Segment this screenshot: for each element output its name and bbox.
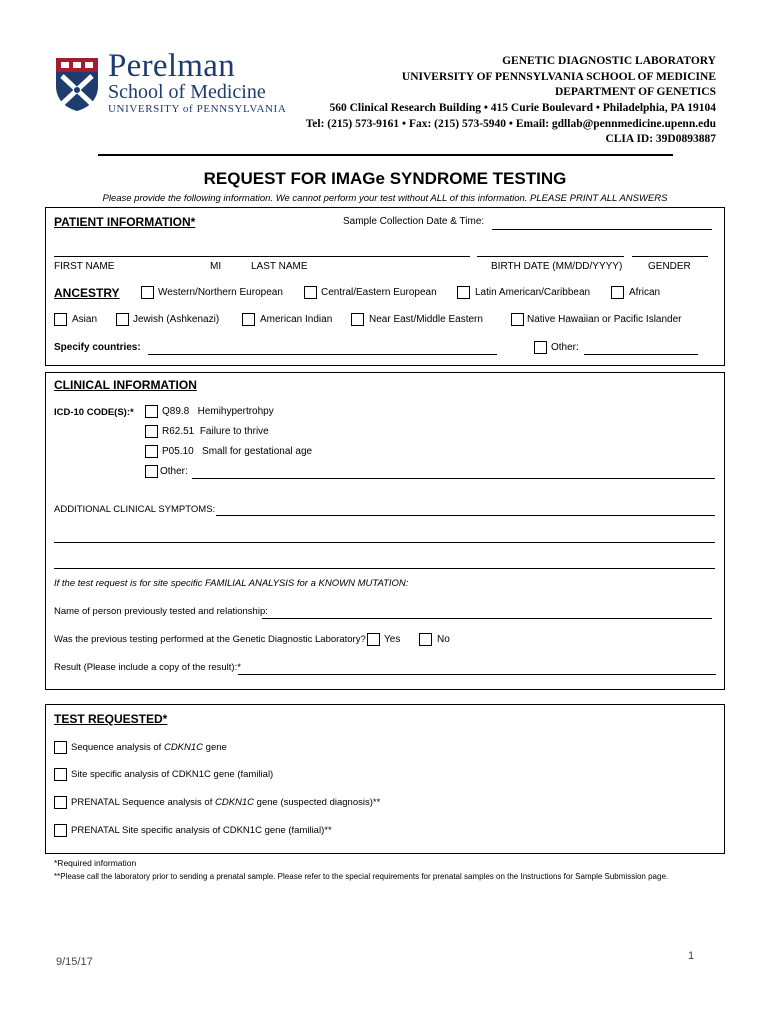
test-checkbox-prenatal-sequence[interactable] [54, 796, 67, 809]
ancestry-label: Central/Eastern European [321, 287, 437, 298]
specify-countries-field[interactable] [148, 354, 497, 355]
result-field[interactable] [238, 674, 716, 675]
ancestry-label: Asian [72, 314, 98, 325]
test-text: gene [203, 742, 227, 753]
result-label: Result (Please include a copy of the result):* [54, 662, 241, 673]
icd-code: Q89.8 [162, 406, 190, 417]
test-text: PRENATAL Site specific analysis of CDKN1C gene (familial)** [71, 825, 332, 836]
ancestry-label: American Indian [260, 314, 333, 325]
ancestry-checkbox-american-indian[interactable] [242, 313, 255, 326]
birth-date-field[interactable] [477, 256, 624, 257]
header-department: DEPARTMENT OF GENETICS [554, 86, 716, 98]
icd-desc: Failure to thrive [199, 426, 269, 437]
specify-countries-label: Specify countries: [54, 342, 141, 353]
icd-desc: Hemihypertrohpy [197, 406, 274, 417]
test-option-site-specific [71, 769, 273, 780]
gene-name: CDKN1C [214, 797, 255, 808]
test-option-prenatal-site-specific [71, 825, 332, 836]
ancestry-checkbox-near-east[interactable] [351, 313, 364, 326]
logo-school: School of Medicine [108, 81, 266, 103]
ancestry-label: Jewish (Ashkenazi) [133, 314, 220, 325]
gender-label: GENDER [648, 261, 691, 272]
icd-code-item [162, 406, 274, 417]
test-text: Sequence analysis of [71, 742, 164, 753]
ancestry-other-field[interactable] [584, 354, 698, 355]
mi-label: MI [210, 261, 222, 272]
additional-symptoms-field-2[interactable] [54, 542, 715, 543]
page-number: 1 [688, 950, 695, 962]
test-text: Site specific analysis of CDKN1C gene (familial) [71, 769, 274, 780]
patient-name-field[interactable] [54, 256, 470, 257]
previous-testing-no-checkbox[interactable] [419, 633, 432, 646]
additional-symptoms-field[interactable] [216, 515, 715, 516]
gene-name: CDKN1C [163, 742, 204, 753]
previous-testing-question: Was the previous testing performed at the Genetic Diagnostic Laboratory? [54, 634, 366, 645]
logo-university: UNIVERSITY of PENNSYLVANIA [108, 103, 287, 115]
icd-code-item [162, 446, 312, 457]
birth-date-label: BIRTH DATE (MM/DD/YYYY) [491, 261, 623, 272]
ancestry-label: Near East/Middle Eastern [369, 314, 483, 325]
test-option-prenatal-sequence [71, 797, 380, 808]
test-option-sequence [71, 742, 227, 753]
previous-testing-no-label: No [437, 634, 450, 645]
penn-shield-logo [54, 56, 100, 112]
test-text: PRENATAL Sequence analysis of [71, 797, 215, 808]
ancestry-label: Latin American/Caribbean [475, 287, 591, 298]
test-checkbox-sequence[interactable] [54, 741, 67, 754]
header-lab: GENETIC DIAGNOSTIC LABORATORY [502, 55, 716, 67]
footer-date: 9/15/17 [56, 956, 93, 968]
icd-codes-label: ICD-10 CODE(S):* [54, 407, 134, 418]
additional-symptoms-field-3[interactable] [54, 568, 715, 569]
clinical-info-heading: CLINICAL INFORMATION [54, 378, 197, 392]
last-name-label: LAST NAME [251, 261, 308, 272]
ancestry-checkbox-western-european[interactable] [141, 286, 154, 299]
sample-collection-label: Sample Collection Date & Time: [343, 216, 485, 227]
familial-analysis-note: If the test request is for site specific FAMILIAL ANALYSIS for a KNOWN MUTATION: [54, 578, 409, 589]
ancestry-label: Western/Northern European [158, 287, 283, 298]
ancestry-label: Native Hawaiian or Pacific Islander [527, 314, 682, 325]
sample-collection-field[interactable] [492, 229, 712, 230]
footnote-prenatal: **Please call the laboratory prior to sending a prenatal sample. Please refer to the special requirements for prenatal samples on the Instructions for Sample Submission page. [54, 872, 669, 881]
icd-checkbox-r6251[interactable] [145, 425, 158, 438]
icd-code-item [162, 426, 269, 437]
previous-testing-yes-checkbox[interactable] [367, 633, 380, 646]
ancestry-other-checkbox[interactable] [534, 341, 547, 354]
icd-code: R62.51 [162, 426, 195, 437]
ancestry-checkbox-asian[interactable] [54, 313, 67, 326]
icd-other-field[interactable] [192, 478, 715, 479]
icd-checkbox-p0510[interactable] [145, 445, 158, 458]
form-title: REQUEST FOR IMAGe SYNDROME TESTING [203, 169, 567, 188]
icd-code: P05.10 [162, 446, 194, 457]
icd-other-checkbox[interactable] [145, 465, 158, 478]
header-clia: CLIA ID: 39D0893887 [605, 133, 716, 145]
previous-tested-field[interactable] [262, 618, 712, 619]
ancestry-checkbox-latin-american[interactable] [457, 286, 470, 299]
header-university: UNIVERSITY OF PENNSYLVANIA SCHOOL OF MEDICINE [401, 71, 716, 83]
ancestry-other-label: Other: [551, 342, 579, 353]
ancestry-checkbox-native-hawaiian[interactable] [511, 313, 524, 326]
icd-checkbox-q898[interactable] [145, 405, 158, 418]
test-text: gene (suspected diagnosis)** [254, 797, 381, 808]
patient-info-heading: PATIENT INFORMATION* [54, 215, 196, 229]
form-subtitle: Please provide the following information. We cannot perform your test without ALL of this information. PLEASE PRINT ALL ANSWERS [102, 193, 668, 204]
test-checkbox-prenatal-site-specific[interactable] [54, 824, 67, 837]
ancestry-heading: ANCESTRY [54, 286, 120, 300]
footnote-required: *Required information [54, 858, 137, 868]
test-checkbox-site-specific[interactable] [54, 768, 67, 781]
header-divider [98, 154, 673, 156]
ancestry-checkbox-jewish[interactable] [116, 313, 129, 326]
gender-field[interactable] [632, 256, 708, 257]
header-address: 560 Clinical Research Building • 415 Curie Boulevard • Philadelphia, PA 19104 [329, 102, 716, 114]
previous-testing-yes-label: Yes [384, 634, 401, 645]
ancestry-checkbox-african[interactable] [611, 286, 624, 299]
test-requested-heading: TEST REQUESTED* [54, 712, 168, 726]
icd-desc: Small for gestational age [202, 446, 313, 457]
additional-symptoms-label: ADDITIONAL CLINICAL SYMPTOMS: [54, 504, 216, 515]
header-contact: Tel: (215) 573-9161 • Fax: (215) 573-5940 • Email: gdllab@pennmedicine.upenn.edu [305, 118, 716, 130]
previous-tested-label: Name of person previously tested and relationship: [54, 606, 268, 617]
first-name-label: FIRST NAME [54, 261, 115, 272]
ancestry-checkbox-central-european[interactable] [304, 286, 317, 299]
logo-perelman: Perelman [108, 48, 236, 84]
icd-other-label: Other: [160, 466, 188, 477]
ancestry-label: African [629, 287, 661, 298]
